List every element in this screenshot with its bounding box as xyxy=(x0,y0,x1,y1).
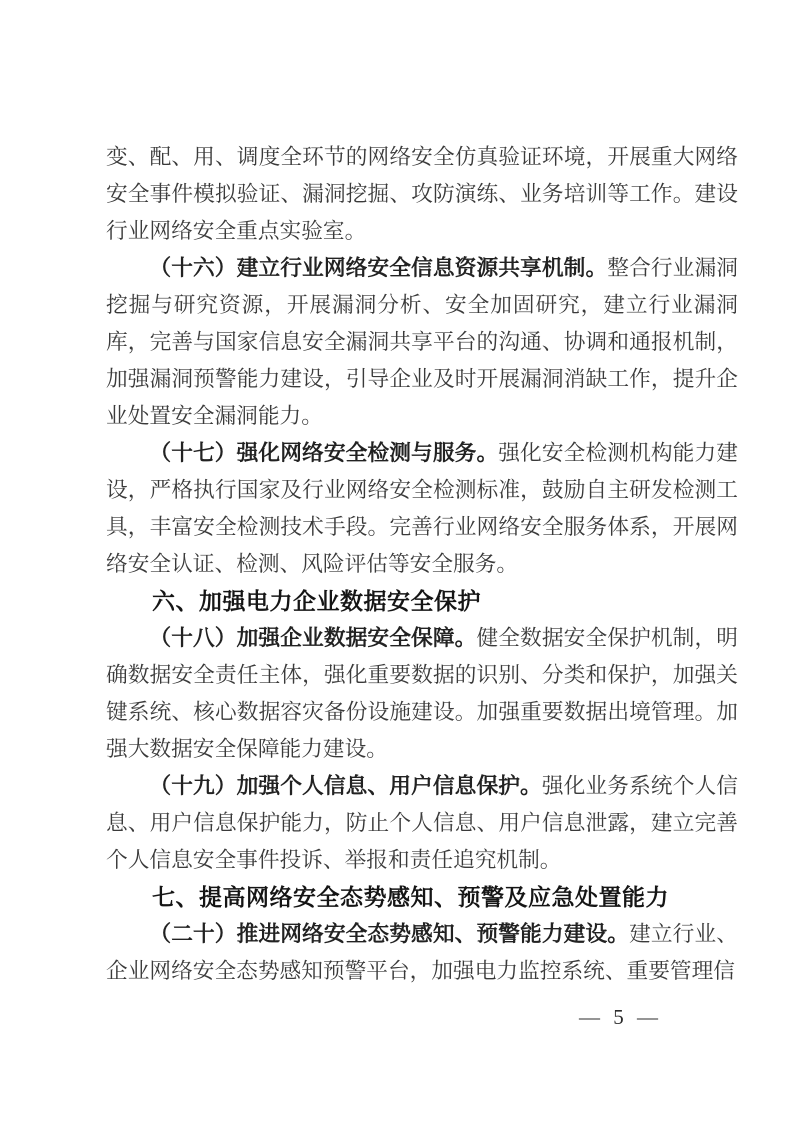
paragraph-item-18-lead: （十八）加强企业数据安全保障。 xyxy=(149,626,477,650)
page-number: — 5 — xyxy=(579,1005,662,1029)
paragraph-item-17 xyxy=(106,435,738,583)
section-heading-7: 七、提高网络安全态势感知、预警及应急处置能力 xyxy=(152,884,669,910)
document-body xyxy=(106,139,738,990)
paragraph-item-17-text: 强化安全检测机构能力建设，严格执行国家及行业网络安全检测标准，鼓励自主研发检测工具，丰富安全检测技术手段。完善行业网络安全服务体系，开展网络安全认证、检测、风险评估等安全服务。 xyxy=(106,441,738,576)
paragraph-item-17-lead: （十七）强化网络安全检测与服务。 xyxy=(149,441,499,465)
paragraph-item-19-lead: （十九）加强个人信息、用户信息保护。 xyxy=(149,774,542,798)
paragraph-item-16-text: 整合行业漏洞挖掘与研究资源，开展漏洞分析、安全加固研究，建立行业漏洞库，完善与国家信息安全漏洞共享平台的沟通、协调和通报机制，加强漏洞预警能力建设，引导企业及时开展漏洞消缺工作，提升企业处置安全漏洞能力。 xyxy=(106,256,738,428)
paragraph-item-20-text: 建立行业、企业网络安全态势感知预警平台，加强电力监控系统、重要管理信 xyxy=(106,922,738,983)
paragraph-item-20-lead: （二十）推进网络安全态势感知、预警能力建设。 xyxy=(149,922,630,946)
paragraph-item-18 xyxy=(106,620,738,768)
paragraph-continuation xyxy=(106,139,738,250)
paragraph-item-16 xyxy=(106,250,738,435)
paragraph-item-19 xyxy=(106,768,738,879)
paragraph-item-18-text: 健全数据安全保护机制，明确数据安全责任主体，强化重要数据的识别、分类和保护，加强关键系统、核心数据容灾备份设施建设。加强重要数据出境管理。加强大数据安全保障能力建设。 xyxy=(106,626,738,761)
paragraph-item-16-lead: （十六）建立行业网络安全信息资源共享机制。 xyxy=(149,256,608,280)
section-heading-6: 六、加强电力企业数据安全保护 xyxy=(152,588,481,614)
paragraph-item-19-text: 强化业务系统个人信息、用户信息保护能力，防止个人信息、用户信息泄露，建立完善个人信息安全事件投诉、举报和责任追究机制。 xyxy=(106,774,738,872)
paragraph-item-20 xyxy=(106,916,738,990)
paragraph-continuation-text: 变、配、用、调度全环节的网络安全仿真验证环境，开展重大网络安全事件模拟验证、漏洞挖掘、攻防演练、业务培训等工作。建设行业网络安全重点实验室。 xyxy=(106,145,738,243)
